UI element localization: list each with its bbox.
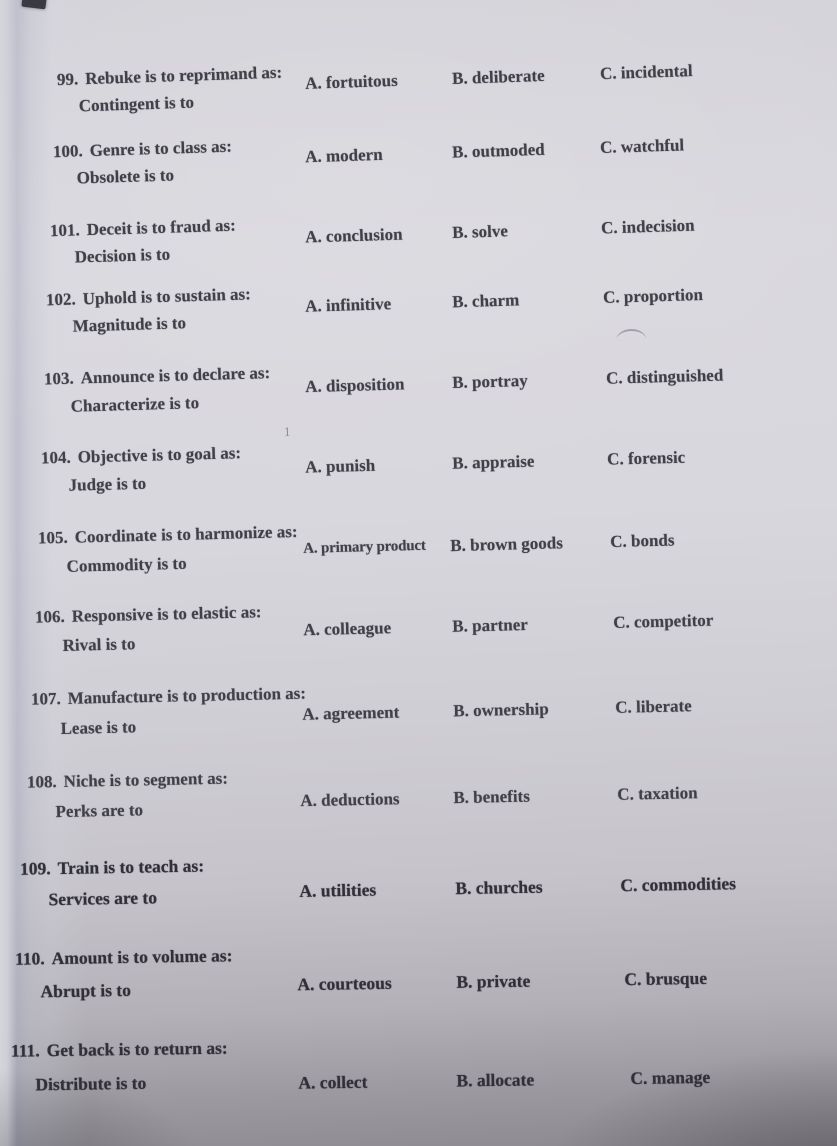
question-number: 101. [49, 220, 80, 241]
option-a: A. collect [298, 1071, 368, 1093]
option-c: C. liberate [615, 696, 692, 717]
question-111 [0, 1029, 837, 1105]
question-number: 111. [10, 1040, 40, 1061]
question-stem: Train is to teach as: [57, 855, 205, 879]
question-prompt: Judge is to [68, 473, 147, 495]
option-c: C. incidental [599, 61, 693, 84]
question-prompt: Lease is to [60, 717, 137, 738]
question-stem-line [31, 684, 306, 710]
option-a: A. deductions [300, 789, 400, 811]
option-a: A. colleague [303, 618, 392, 640]
question-number: 110. [14, 948, 45, 969]
option-a: A. courteous [297, 972, 392, 995]
question-stem: Announce is to declare as: [80, 363, 271, 388]
question-prompt: Obsolete is to [76, 165, 175, 188]
option-a: A. fortuitous [304, 70, 399, 93]
question-prompt: Rival is to [62, 634, 136, 655]
option-c: C. commodities [620, 873, 737, 896]
question-stem: Manufacture is to production as: [67, 683, 307, 708]
option-b: B. partner [452, 614, 529, 636]
question-stem-line [35, 602, 262, 628]
option-a: A. punish [305, 455, 376, 477]
question-prompt: Services are to [48, 887, 158, 910]
question-prompt: Abrupt is to [40, 979, 132, 1002]
option-a: A. agreement [302, 702, 400, 724]
option-b: B. ownership [453, 699, 549, 721]
stray-pencil-mark: 1 [283, 423, 291, 440]
option-c: C. watchful [599, 135, 685, 158]
question-stem: Uphold is to sustain as: [82, 284, 252, 309]
option-c: C. forensic [606, 447, 686, 469]
option-c: C. distinguished [605, 365, 724, 388]
option-b: B. deliberate [451, 65, 545, 88]
question-number: 104. [40, 447, 71, 468]
question-106 [0, 589, 837, 673]
option-c: C. competitor [613, 610, 714, 632]
question-stem-line [15, 945, 233, 969]
question-107 [0, 672, 837, 754]
question-stem: Rebuke is to reprimand as: [84, 62, 283, 89]
question-stem: Objective is to goal as: [77, 443, 242, 467]
question-stem-line [46, 284, 251, 310]
option-a: A. primary product [303, 537, 426, 557]
question-109 [0, 844, 837, 923]
question-number: 103. [43, 368, 74, 389]
question-stem: Niche is to segment as: [63, 768, 229, 791]
question-stem: Responsive is to elastic as: [71, 602, 262, 626]
question-stem-line [20, 855, 204, 879]
question-number: 102. [45, 289, 76, 310]
question-number: 108. [26, 772, 57, 792]
question-stem-line [41, 443, 242, 469]
question-prompt: Decision is to [74, 244, 171, 267]
option-c: C. proportion [602, 284, 704, 307]
option-b: B. portray [451, 370, 528, 393]
option-b: B. private [456, 970, 531, 992]
question-103 [0, 347, 837, 434]
question-number: 99. [56, 69, 79, 90]
question-number: 109. [19, 858, 51, 879]
question-prompt: Perks are to [55, 800, 144, 822]
option-b: B. outmoded [451, 139, 545, 162]
question-stem-line [44, 363, 271, 390]
question-104 [0, 428, 837, 514]
question-stem-line [50, 216, 236, 242]
question-stem: Coordinate is to harmonize as: [74, 521, 298, 547]
question-prompt: Distribute is to [35, 1072, 147, 1095]
question-stem: Amount is to volume as: [51, 945, 233, 969]
option-b: B. brown goods [450, 533, 564, 556]
question-number: 100. [52, 141, 83, 162]
question-prompt: Contingent is to [78, 92, 195, 116]
option-a: A. conclusion [304, 224, 403, 247]
question-stem-line [53, 137, 233, 163]
option-b: B. charm [451, 290, 520, 312]
question-prompt: Characterize is to [70, 393, 200, 416]
question-number: 105. [37, 527, 68, 548]
question-number: 107. [30, 688, 61, 709]
option-c: C. manage [630, 1066, 711, 1089]
option-b: B. allocate [456, 1069, 535, 1091]
question-110 [0, 936, 837, 1013]
option-b: B. appraise [451, 451, 535, 473]
option-c: C. indecision [600, 215, 695, 238]
question-105 [0, 508, 837, 593]
question-prompt: Magnitude is to [72, 313, 187, 336]
option-b: B. benefits [453, 786, 531, 808]
option-a: A. infinitive [304, 294, 392, 316]
option-c: C. bonds [609, 530, 675, 552]
option-b: B. churches [455, 876, 543, 899]
option-a: A. modern [304, 144, 383, 167]
question-stem: Get back is to return as: [46, 1037, 228, 1061]
question-number: 106. [34, 606, 65, 627]
page-corner-mark [21, 0, 46, 9]
option-c: C. taxation [617, 783, 698, 804]
question-stem-line [57, 63, 283, 91]
question-stem: Deceit is to fraud as: [86, 215, 237, 240]
question-stem-line [38, 522, 298, 549]
option-a: A. utilities [299, 879, 377, 901]
question-stem-line [11, 1038, 228, 1062]
question-prompt: Commodity is to [66, 553, 187, 576]
option-b: B. solve [451, 221, 509, 243]
question-108 [0, 756, 837, 837]
question-stem-line [27, 769, 228, 793]
option-a: A. disposition [304, 374, 405, 397]
option-c: C. brusque [624, 967, 708, 990]
question-stem: Genre is to class as: [89, 136, 233, 161]
